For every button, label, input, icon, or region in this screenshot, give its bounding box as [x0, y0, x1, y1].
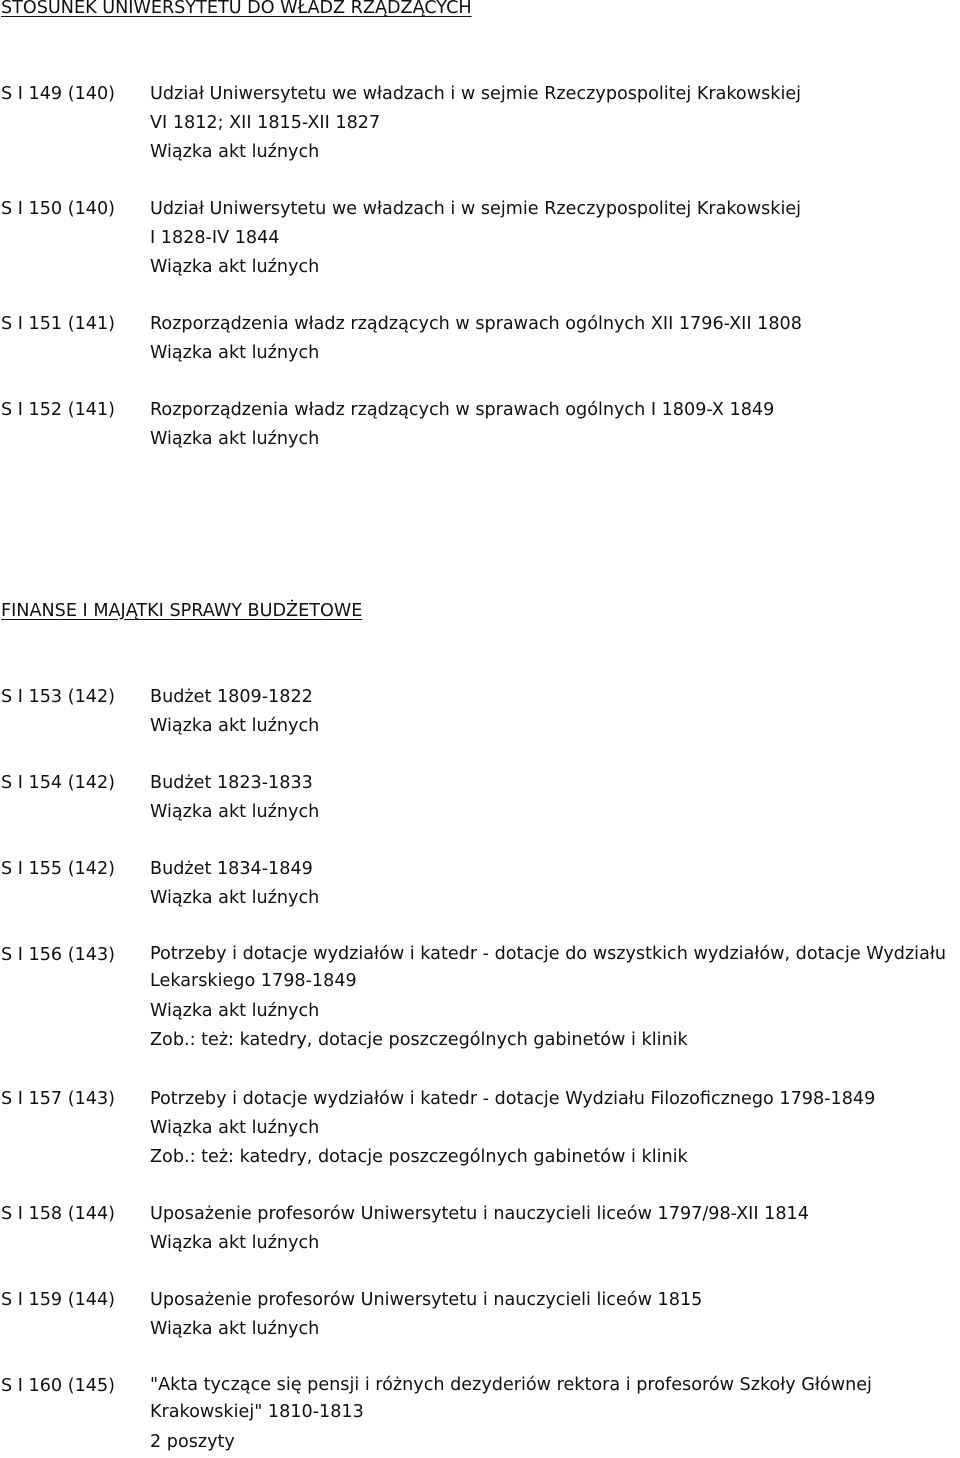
- record-signature: S I 157 (143): [1, 1089, 116, 1109]
- record-description: [150, 1200, 960, 1258]
- record-s-i-149: [1, 80, 960, 167]
- section-heading-stosunek: STOSUNEK UNIWERSYTETU DO WŁADZ RZĄDZĄCYCH: [1, 0, 472, 18]
- record-extent: Wiązka akt luźnych: [150, 802, 320, 822]
- record-description: [150, 769, 960, 827]
- record-dates: VI 1812; XII 1815-XII 1827: [150, 113, 381, 133]
- record-see-also: Zob.: też: katedry, dotacje poszczególnych gabinetów i klinik: [150, 1147, 688, 1167]
- record-s-i-158: [1, 1200, 960, 1258]
- record-s-i-155: [1, 855, 960, 913]
- record-description: [150, 1372, 960, 1458]
- record-signature: S I 156 (143): [1, 945, 116, 965]
- record-dates: I 1828-IV 1844: [150, 228, 280, 248]
- record-signature: S I 149 (140): [1, 84, 116, 104]
- record-title-continued: Krakowskiej" 1810-1813: [150, 1402, 364, 1422]
- record-s-i-156: [1, 941, 960, 1054]
- record-extent: Wiązka akt luźnych: [150, 1233, 320, 1253]
- record-s-i-153: [1, 683, 960, 741]
- record-extent: 2 poszyty: [150, 1432, 235, 1452]
- record-description: [150, 195, 960, 282]
- record-title: Uposażenie profesorów Uniwersytetu i nauczycieli liceów 1815: [150, 1290, 703, 1310]
- record-signature: S I 150 (140): [1, 199, 116, 219]
- record-extent: Wiązka akt luźnych: [150, 1118, 320, 1138]
- record-title: Rozporządzenia władz rządzących w sprawach ogólnych I 1809-X 1849: [150, 400, 775, 420]
- record-signature: S I 155 (142): [1, 859, 116, 879]
- record-extent: Wiązka akt luźnych: [150, 429, 320, 449]
- record-title: Uposażenie profesorów Uniwersytetu i nauczycieli liceów 1797/98-XII 1814: [150, 1204, 809, 1224]
- record-title: Potrzeby i dotacje wydziałów i katedr - dotacje do wszystkich wydziałów, dotacje Wydziału: [150, 944, 946, 964]
- record-s-i-159: [1, 1286, 960, 1344]
- record-s-i-154: [1, 769, 960, 827]
- record-signature: S I 158 (144): [1, 1204, 116, 1224]
- record-extent: Wiązka akt luźnych: [150, 142, 320, 162]
- record-description: [150, 396, 960, 454]
- record-description: [150, 683, 960, 741]
- record-extent: Wiązka akt luźnych: [150, 1319, 320, 1339]
- record-description: [150, 1286, 960, 1344]
- record-s-i-157: [1, 1085, 960, 1172]
- record-title: Budżet 1823-1833: [150, 773, 313, 793]
- record-signature: S I 152 (141): [1, 400, 116, 420]
- record-see-also: Zob.: też: katedry, dotacje poszczególnych gabinetów i klinik: [150, 1030, 688, 1050]
- section-heading-finanse: FINANSE I MAJĄTKI SPRAWY BUDŻETOWE: [1, 601, 363, 621]
- record-extent: Wiązka akt luźnych: [150, 716, 320, 736]
- record-description: [150, 941, 960, 1054]
- record-extent: Wiązka akt luźnych: [150, 257, 320, 277]
- record-extent: Wiązka akt luźnych: [150, 888, 320, 908]
- record-title: "Akta tyczące się pensji i różnych dezyderiów rektora i profesorów Szkoły Głównej: [150, 1375, 872, 1395]
- record-title: Budżet 1834-1849: [150, 859, 313, 879]
- record-signature: S I 153 (142): [1, 687, 116, 707]
- record-title: Udział Uniwersytetu we władzach i w sejmie Rzeczypospolitej Krakowskiej: [150, 199, 802, 219]
- record-extent: Wiązka akt luźnych: [150, 343, 320, 363]
- record-description: [150, 80, 960, 167]
- record-signature: S I 159 (144): [1, 1290, 116, 1310]
- record-title: Rozporządzenia władz rządzących w sprawach ogólnych XII 1796-XII 1808: [150, 314, 802, 334]
- record-s-i-152: [1, 396, 960, 454]
- record-extent: Wiązka akt luźnych: [150, 1001, 320, 1021]
- record-title: Udział Uniwersytetu we władzach i w sejmie Rzeczypospolitej Krakowskiej: [150, 84, 802, 104]
- record-signature: S I 154 (142): [1, 773, 116, 793]
- record-signature: S I 160 (145): [1, 1376, 116, 1396]
- record-title-continued: Lekarskiego 1798-1849: [150, 971, 357, 991]
- record-title: Budżet 1809-1822: [150, 687, 313, 707]
- record-s-i-151: [1, 310, 960, 368]
- record-s-i-150: [1, 195, 960, 282]
- record-s-i-160: [1, 1372, 960, 1458]
- record-description: [150, 855, 960, 913]
- record-description: [150, 1085, 960, 1172]
- record-signature: S I 151 (141): [1, 314, 116, 334]
- record-title: Potrzeby i dotacje wydziałów i katedr - dotacje Wydziału Filozoficznego 1798-1849: [150, 1089, 876, 1109]
- record-description: [150, 310, 960, 368]
